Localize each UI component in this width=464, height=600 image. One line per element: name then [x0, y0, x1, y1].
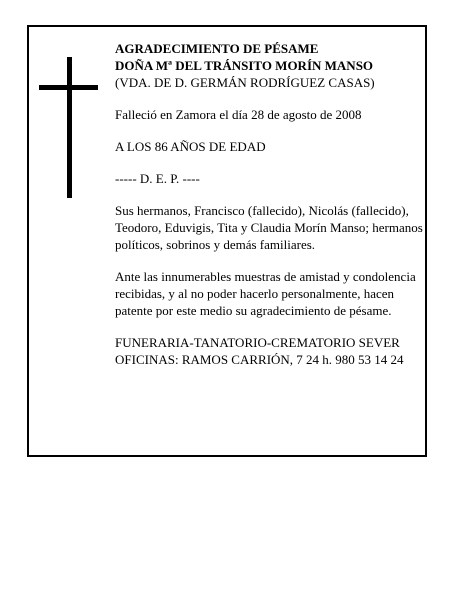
- rip-line: ----- D. E. P. ----: [115, 171, 200, 186]
- cross-vertical-bar: [67, 57, 72, 198]
- deceased-name: DOÑA Mª DEL TRÁNSITO MORÍN MANSO: [115, 58, 374, 73]
- cross-horizontal-bar: [39, 85, 98, 90]
- funeral-home-name: FUNERARIA-TANATORIO-CREMATORIO SEVER: [115, 335, 400, 350]
- family-paragraph: Sus hermanos, Francisco (fallecido), Nicolás (fallecido), Teodoro, Eduvigis, Tita y Claudia Morín Manso; hermanos políticos, sobrinos y demás familiares.: [115, 203, 423, 252]
- widow-of: (VDA. DE D. GERMÁN RODRÍGUEZ CASAS): [115, 75, 375, 90]
- thanks-paragraph: Ante las innumerables muestras de amistad y condolencia recibidas, y al no poder hacerlo personalmente, hacen patente por este medio su agradecimiento de pésame.: [115, 269, 416, 318]
- age-line: A LOS 86 AÑOS DE EDAD: [115, 139, 266, 154]
- death-info: Falleció en Zamora el día 28 de agosto de 2008: [115, 107, 362, 122]
- funeral-home-address: OFICINAS: RAMOS CARRIÓN, 7 24 h. 980 53 14 24: [115, 352, 404, 367]
- heading-title: AGRADECIMIENTO DE PÉSAME: [115, 41, 319, 56]
- notice-text: [115, 40, 423, 368]
- obituary-notice: [27, 25, 427, 457]
